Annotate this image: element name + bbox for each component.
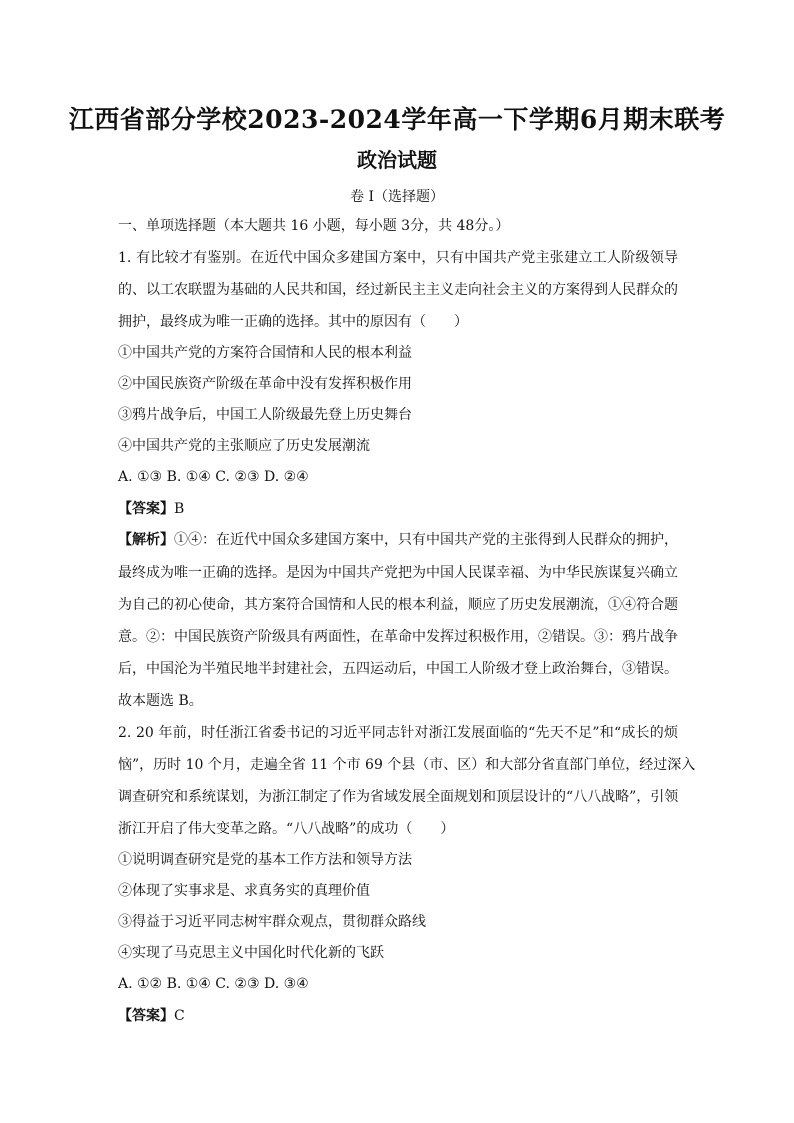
q2-answer bbox=[118, 1006, 678, 1026]
q1-stem-line: 拥护，最终成为唯一正确的选择。其中的原因有（ ） bbox=[118, 314, 468, 330]
section-heading: 一、单项选择题（本大题共 16 小题，每小题 3分，共 48分。） bbox=[118, 218, 510, 234]
document-title: 江西省部分学校2023-2024学年高一下学期6月期末联考 bbox=[68, 105, 726, 134]
q1-option: ①中国共产党的方案符合国情和人民的根本利益 bbox=[118, 345, 412, 361]
q2-stem-line: 恼”，历时 10 个月，走遍全省 11 个市 69 个县（市、区）和大部分省直部门单位，经过深入 bbox=[118, 757, 696, 773]
analysis-label: 【解析】 bbox=[118, 532, 174, 548]
answer-label: 【答案】 bbox=[118, 501, 174, 517]
q1-analysis-line: 意。②：中国民族资产阶级具有两面性，在革命中发挥过积极作用，②错误。③：鸦片战争 bbox=[118, 629, 678, 645]
q1-option: ③鸦片战争后，中国工人阶级最先登上历史舞台 bbox=[118, 407, 412, 423]
q1-analysis-line: 最终成为唯一正确的选择。是因为中国共产党把为中国人民谋幸福、为中华民族谋复兴确立 bbox=[118, 565, 678, 581]
q2-option: ④实现了马克思主义中国化时代化新的飞跃 bbox=[118, 945, 384, 961]
q2-stem-line: 浙江开启了伟大变革之路。“八八战略”的成功（ ） bbox=[118, 821, 455, 837]
q2-option: ②体现了实事求是、求真务实的真理价值 bbox=[118, 883, 370, 899]
q1-choices: A. ①③ B. ①④ C. ②③ D. ②④ bbox=[118, 469, 309, 485]
answer-label: 【答案】 bbox=[118, 1008, 174, 1024]
q1-analysis-first bbox=[118, 530, 678, 550]
volume-subtitle: 卷 I（选择题） bbox=[350, 189, 444, 205]
q2-choices: A. ①② B. ①④ C. ②③ D. ③④ bbox=[118, 976, 309, 992]
q1-analysis-line: 为自己的初心使命，其方案符合国情和人民的根本利益，顺应了历史发展潮流，①④符合题 bbox=[118, 597, 678, 613]
q1-option: ④中国共产党的主张顺应了历史发展潮流 bbox=[118, 438, 370, 454]
q1-stem-line: 1. 有比较才有鉴别。在近代中国众多建国方案中，只有中国共产党主张建立工人阶级领导 bbox=[118, 250, 678, 266]
q1-option: ②中国民族资产阶级在革命中没有发挥积极作用 bbox=[118, 376, 412, 392]
answer-value: B bbox=[174, 501, 185, 517]
subject-title: 政治试题 bbox=[357, 148, 437, 172]
q2-option: ①说明调查研究是党的基本工作方法和领导方法 bbox=[118, 852, 412, 868]
q1-stem-line: 的、以工农联盟为基础的人民共和国，经过新民主主义走向社会主义的方案得到人民群众的 bbox=[118, 282, 678, 298]
q2-option: ③得益于习近平同志树牢群众观点，贯彻群众路线 bbox=[118, 914, 426, 930]
answer-value: C bbox=[174, 1008, 185, 1024]
analysis-text: ①④：在近代中国众多建国方案中，只有中国共产党的主张得到人民群众的拥护， bbox=[174, 532, 678, 548]
q2-stem-line: 调查研究和系统谋划，为浙江制定了作为省域发展全面规划和顶层设计的“八八战略”，引领 bbox=[118, 789, 679, 805]
q2-stem-line: 2. 20 年前，时任浙江省委书记的习近平同志针对浙江发展面临的“先天不足”和“成长的烦 bbox=[118, 725, 678, 741]
q1-analysis-line: 后，中国沦为半殖民地半封建社会，五四运动后，中国工人阶级才登上政治舞台，③错误。 bbox=[118, 661, 678, 677]
q1-analysis-line: 故本题选 B。 bbox=[118, 693, 203, 709]
q1-answer bbox=[118, 499, 678, 519]
